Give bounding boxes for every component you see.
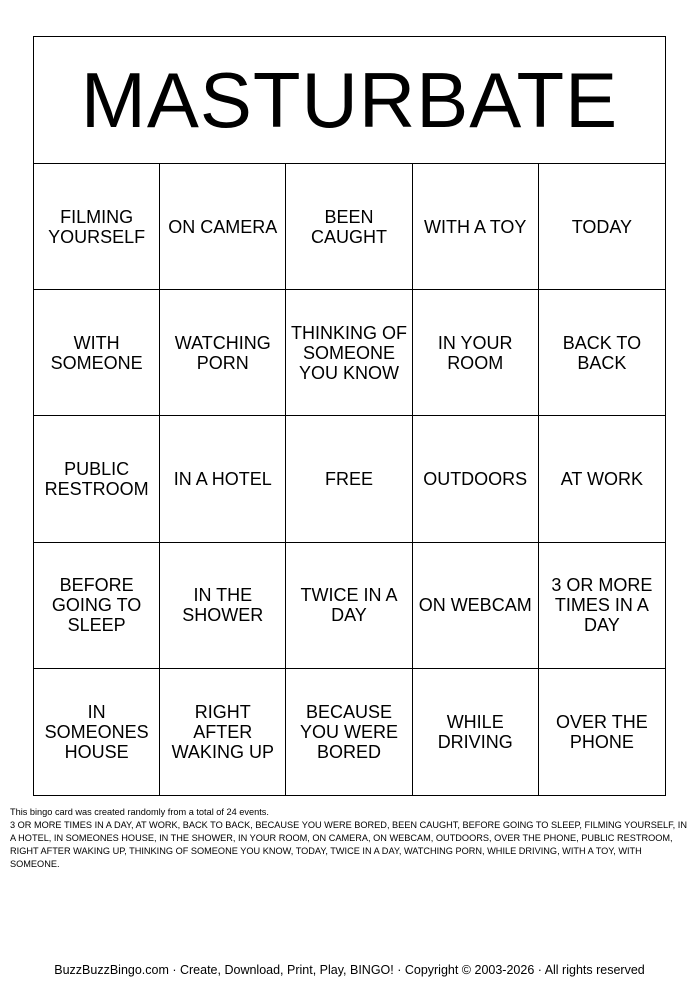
bingo-cell: WATCHING PORN — [160, 290, 286, 416]
bingo-cell: IN THE SHOWER — [160, 543, 286, 669]
bingo-cell: ON WEBCAM — [413, 543, 539, 669]
info-events-list: 3 OR MORE TIMES IN A DAY, AT WORK, BACK TO BACK, BECAUSE YOU WERE BORED, BEEN CAUGHT, BEFORE GOING TO SLEEP, FILMING YOURSELF, IN A HOTEL, IN SOMEONES HOUSE, IN THE SHOWER, IN YOUR ROOM, ON CAMERA, ON WEBCAM, OUTDOORS, OVER THE PHONE, PUBLIC RESTROOM, RIGHT AFTER WAKING UP, THINKING OF SOMEONE YOU KNOW, TODAY, TWICE IN A DAY, WATCHING PORN, WHILE DRIVING, WITH A TOY, WITH SOMEONE. — [10, 820, 687, 869]
bingo-grid — [34, 164, 665, 795]
bingo-cell: WITH A TOY — [413, 164, 539, 290]
footer: BuzzBuzzBingo.com · Create, Download, Print, Play, BINGO! · Copyright © 2003-2026 · All rights reserved — [54, 963, 645, 977]
bingo-cell: IN YOUR ROOM — [413, 290, 539, 416]
bingo-cell: OVER THE PHONE — [556, 711, 648, 752]
title-box — [34, 37, 665, 164]
bingo-cell: BACK TO BACK — [539, 290, 665, 416]
bingo-cell: TWICE IN A DAY — [286, 543, 412, 669]
bingo-cell: WHILE DRIVING — [413, 669, 539, 795]
bingo-cell: OUTDOORS — [413, 416, 539, 542]
bingo-cell: IN A HOTEL — [160, 416, 286, 542]
bingo-cell: WITH SOMEONE — [34, 290, 160, 416]
bingo-card — [33, 36, 666, 796]
bingo-cell: RIGHT AFTER WAKING UP — [160, 669, 286, 795]
bingo-cell: FILMING YOURSELF — [34, 164, 160, 290]
bingo-cell: 3 OR MORE TIMES IN A DAY — [539, 543, 665, 669]
bingo-cell: AT WORK — [539, 416, 665, 542]
card-title: MASTURBATE — [80, 56, 619, 144]
bingo-cell: BECAUSE YOU WERE BORED — [286, 669, 412, 795]
bingo-cell: THINKING OF SOMEONE YOU KNOW — [286, 290, 412, 416]
bingo-cell: BEEN CAUGHT — [286, 164, 412, 290]
bingo-cell: BEFORE GOING TO SLEEP — [34, 543, 160, 669]
bingo-cell: IN SOMEONES HOUSE — [34, 669, 160, 795]
info-summary: This bingo card was created randomly from a total of 24 events. — [10, 807, 269, 817]
bingo-cell: TODAY — [539, 164, 665, 290]
card-info — [10, 806, 690, 871]
bingo-cell: ON CAMERA — [160, 164, 286, 290]
free-cell: FREE — [286, 416, 412, 542]
bingo-cell: PUBLIC RESTROOM — [34, 416, 160, 542]
